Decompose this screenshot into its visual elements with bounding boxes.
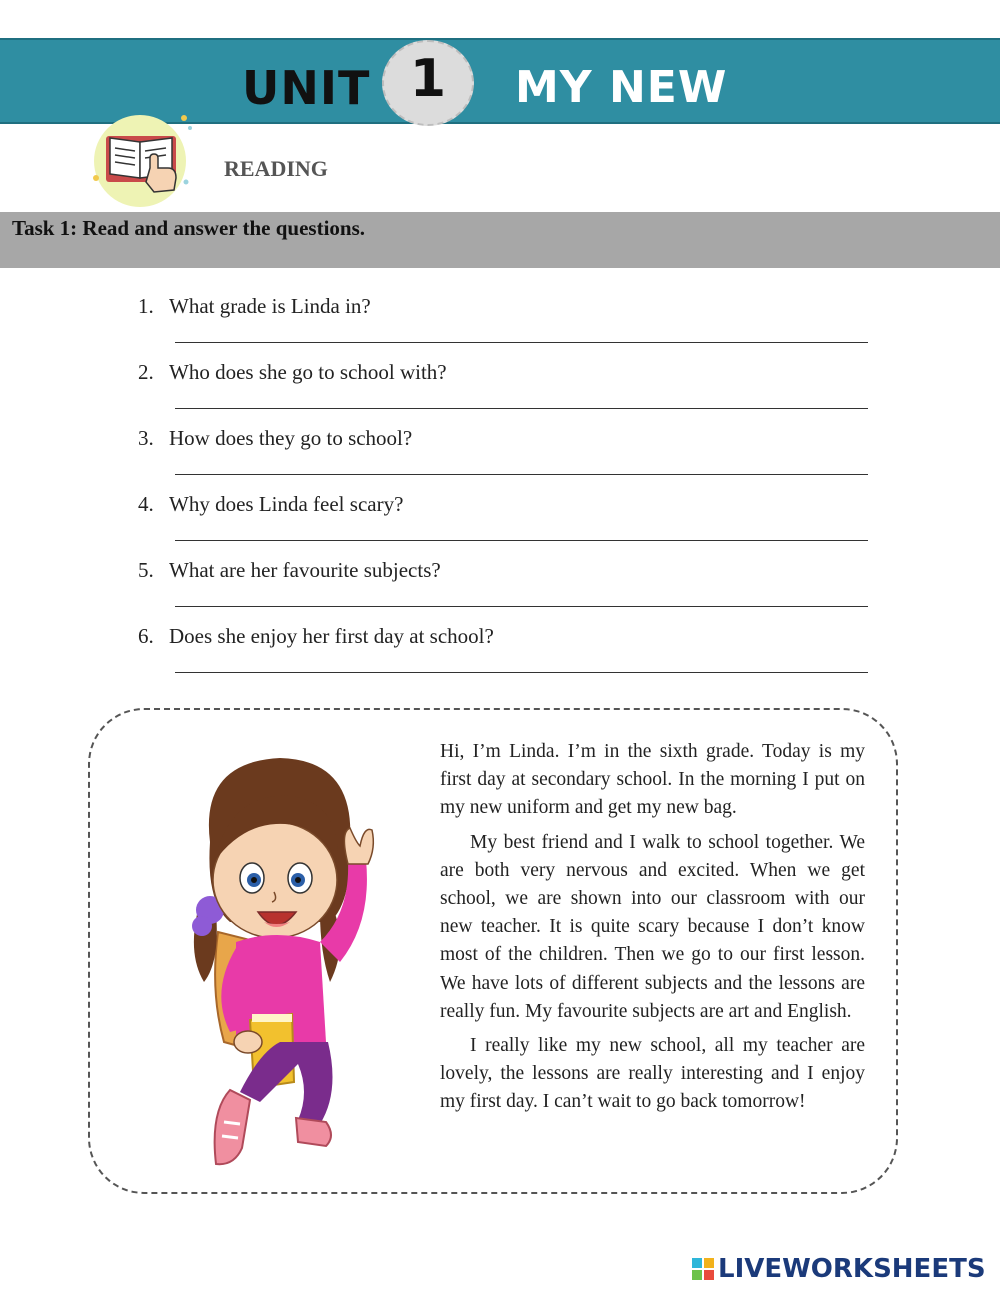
question-text: What are her favourite subjects? — [169, 558, 441, 582]
brand-name: LIVEWORKSHEETS — [718, 1254, 986, 1284]
question-text: What grade is Linda in? — [169, 294, 371, 318]
unit-label: UNIT — [242, 61, 371, 115]
question-item — [138, 422, 878, 488]
question-item — [138, 620, 878, 686]
question-item — [138, 356, 878, 422]
question-list — [138, 290, 878, 686]
answer-line[interactable] — [175, 540, 868, 541]
question-text: How does they go to school? — [169, 426, 413, 450]
reading-book-icon — [88, 106, 198, 216]
question-item — [138, 554, 878, 620]
liveworksheets-logo[interactable] — [692, 1254, 992, 1284]
question-number: 6. — [138, 624, 154, 648]
unit-number-badge: 1 — [382, 40, 474, 126]
question-number: 1. — [138, 294, 154, 318]
question-text: Who does she go to school with? — [169, 360, 447, 384]
unit-title: MY NEW SCHOOL — [515, 62, 728, 169]
section-label: READING — [224, 156, 328, 181]
question-item — [138, 290, 878, 356]
question-number: 5. — [138, 558, 154, 582]
answer-line[interactable] — [175, 408, 868, 409]
passage-paragraph: Hi, I’m Linda. I’m in the sixth grade. Today is my first day at secondary school. In the morning I put on my new uniform and get my new bag. — [440, 741, 865, 819]
schoolgirl-illustration — [180, 752, 390, 1172]
question-number: 4. — [138, 492, 154, 516]
question-text: Why does Linda feel scary? — [169, 492, 404, 516]
question-number: 2. — [138, 360, 154, 384]
passage-paragraph: I really like my new school, all my teacher are lovely, the lessons are really interesting and I enjoy my first day. I can’t wait to go back tomorrow! — [440, 1035, 865, 1113]
question-number: 3. — [138, 426, 154, 450]
question-text: Does she enjoy her first day at school? — [169, 624, 494, 648]
answer-line[interactable] — [175, 672, 868, 673]
answer-line[interactable] — [175, 342, 868, 343]
question-item — [138, 488, 878, 554]
passage-paragraph: My best friend and I walk to school together. We are both very nervous and excited. When we get school, we are shown into our classroom with our new teacher. It is quite scary because I don’t know most of the children. Then we go to our first lesson. We have lots of different subjects and the lessons are really fun. My favourite subjects are art and English. — [440, 831, 865, 1022]
answer-line[interactable] — [175, 474, 868, 475]
liveworksheets-logo-icon — [692, 1258, 714, 1280]
task-instruction: Task 1: Read and answer the questions. — [12, 216, 366, 240]
answer-line[interactable] — [175, 606, 868, 607]
reading-passage — [440, 738, 865, 1123]
